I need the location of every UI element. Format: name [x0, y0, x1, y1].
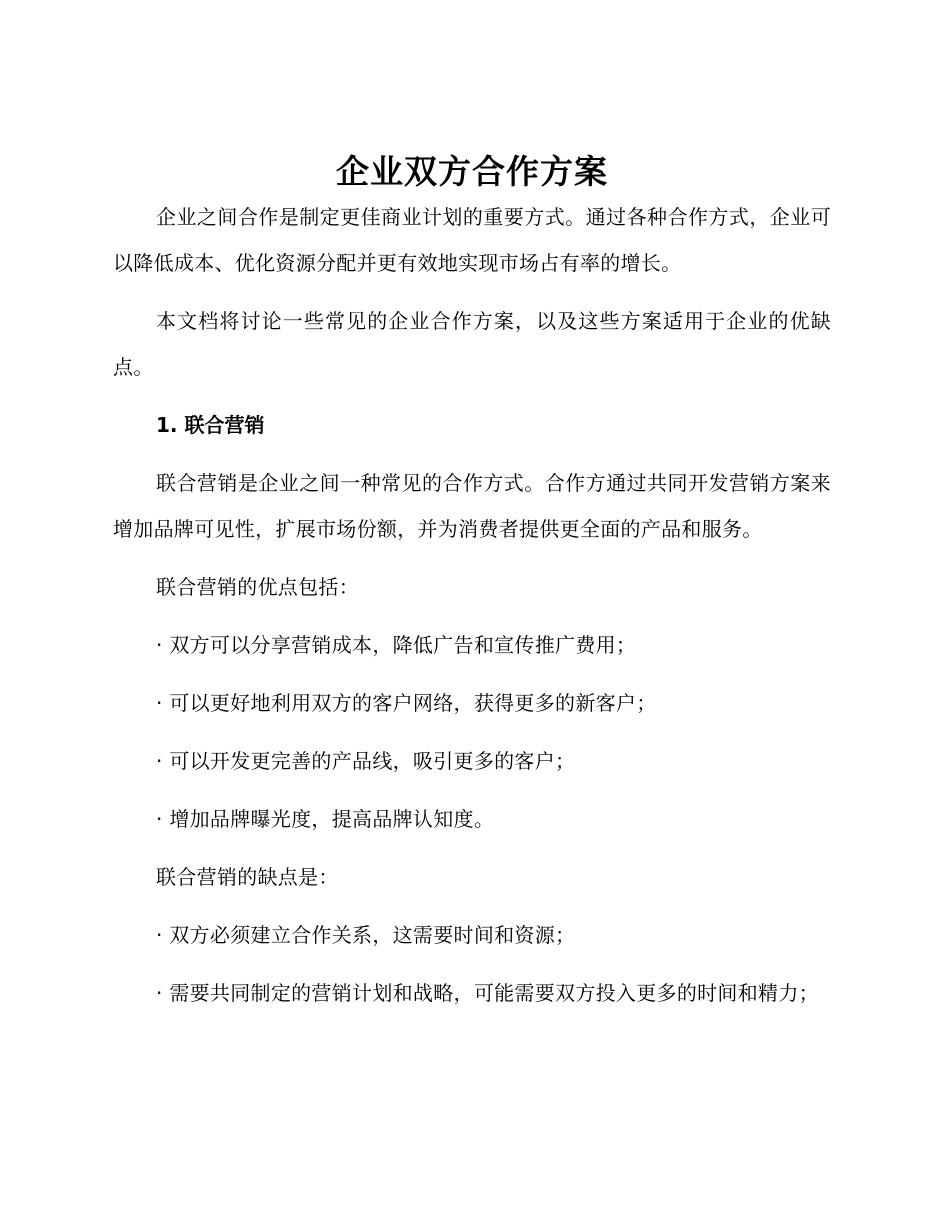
spacer [113, 448, 831, 460]
advantage-item: · 可以开发更完善的产品线，吸引更多的客户； [156, 749, 576, 773]
advantage-item: · 可以更好地利用双方的客户网络，获得更多的新客户； [156, 691, 657, 715]
spacer [113, 958, 831, 970]
section-description: 联合营销是企业之间一种常见的合作方式。合作方通过共同开发营销方案来增加品牌可见性，扩展市场份额，并为消费者提供更全面的产品和服务。 [113, 471, 831, 541]
intro-paragraph-2: 本文档将讨论一些常见的企业合作方案，以及这些方案适用于企业的优缺点。 [113, 309, 831, 379]
advantage-item: · 增加品牌曝光度，提高品牌认知度。 [156, 807, 495, 831]
spacer [113, 668, 831, 680]
spacer [113, 390, 831, 402]
disadvantages-label: 联合营销的缺点是： [156, 865, 339, 889]
spacer [113, 610, 831, 622]
document-page [113, 150, 831, 1016]
spacer [113, 552, 831, 564]
spacer [113, 286, 831, 298]
advantage-item: · 双方可以分享营销成本，降低广告和宣传推广费用； [156, 633, 637, 657]
spacer [113, 784, 831, 796]
spacer [113, 900, 831, 912]
disadvantage-item: · 双方必须建立合作关系，这需要时间和资源； [156, 923, 576, 947]
section-heading: 1. 联合营销 [156, 413, 265, 437]
document-title: 企业双方合作方案 [336, 152, 608, 191]
advantages-label: 联合营销的优点包括： [156, 575, 359, 599]
disadvantage-item: · 需要共同制定的营销计划和战略，可能需要双方投入更多的时间和精力； [156, 981, 819, 1005]
spacer [113, 842, 831, 854]
spacer [113, 726, 831, 738]
intro-paragraph-1: 企业之间合作是制定更佳商业计划的重要方式。通过各种合作方式，企业可以降低成本、优化资源分配并更有效地实现市场占有率的增长。 [113, 205, 831, 275]
